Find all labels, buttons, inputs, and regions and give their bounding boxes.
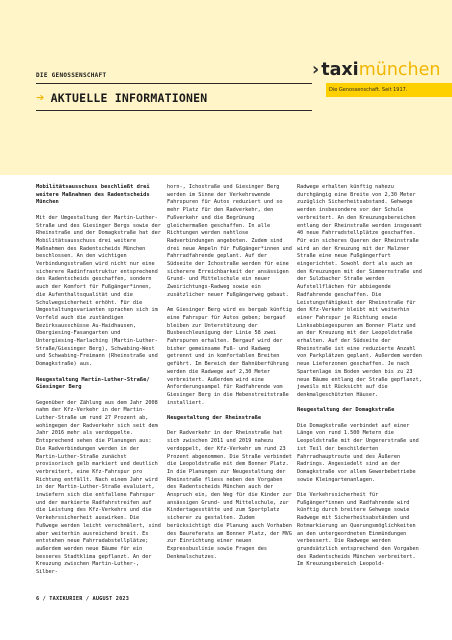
paragraph: Mit der Umgestaltung der Martin-Luther-Straße und des Giesinger Bergs sowie der Rheinstraße und der Domagkstraße hat der Mobilitätsausschuss drei weitere Maßnahmen des Radentscheids München beschlossen. An den wichtigen Verbindungsstraßen wird nicht nur eine sicherere Radinfrastruktur entsprechend des Radentscheids geschaffen, sondern auch der Komfort für Fußgänger*innen, die Aufenthaltsqualität und die Schulwegsicherheit erhöht. Für die Umgestaltungsvarianten sprachen sich im Vorfeld auch die zuständigen Bezirksausschüsse Au-Haidhausen, Obergiesing-Fasangarten und Untergiesing-Harlaching (Martin-Luther-Straße/Giesinger Berg), Schwabing-West und Schwabing-Freimann (Rheinstraße und Domagkstraße) aus. <box>36 214 161 368</box>
paragraph: Die Domagkstraße verbindet auf einer Länge von rund 1.500 Metern die Leopoldstraße mit der Ungererstraße und ist Teil der beschilderten Fahrradhauptroute und des Äußeren Radrings. Angesiedelt sind an der Domagkstraße vor allem Gewerbebetriebe sowie Kleingartenanlagen. <box>297 422 419 483</box>
subheading: Neugestaltung der Rheinstraße <box>167 415 262 422</box>
section-label: DIE GENOSSENSCHAFT <box>36 72 107 79</box>
arrow-right-icon: ➔ <box>36 90 45 106</box>
headline-text: AKTUELLE INFORMATIONEN <box>50 91 208 105</box>
subheading: Neugestaltung der Domagkstraße <box>297 407 395 414</box>
paragraph: Der Radverkehr in der Rheinstraße hat sich zwischen 2011 und 2019 nahezu verdoppelt, der Kfz-Verkehr um rund 23 Prozent abgenommen. Die Straße verbindet die Leopoldstraße mit dem Bonner Platz. In die Planungen zur Neugestaltung der Rheinstraße fliess neben den Vorgaben des Radentscheids München auch der Anspruch ein, den Weg für die Kinder zur ansässigen Grund- und Mittelschule, zur Kindertagesstätte und zum Sportplatz sicherer zu gestalten. Zudem berücksichtigt die Planung auch Vorhaben des Baureferats am Bonner Platz, der MVG zur Einrichtung einer neuen Expressbuslinie sowie Fragen des Denkmalschutzes. <box>167 430 292 560</box>
article-column-1 <box>36 184 163 585</box>
logo-tagline: Die Genossenschaft. Seit 1917. <box>329 86 408 93</box>
logo-muenchen: münchen <box>358 60 441 80</box>
rule-bottom <box>36 110 312 111</box>
article-heading: Mobilitätsausschuss beschließt drei weitere Maßnahmen des Radentscheids München <box>36 184 150 206</box>
paragraph: Gegenüber der Zählung aus dem Jahr 2008 nahm der Kfz-Verkehr in der Martin-Luther-Straße um rund 27 Prozent ab, wohingegen der Radverkehr sich seit dem Jahr 2016 mehr als verdoppelte. Entsprechend sehen die Planungen aus: Die Radverbindungen werden in der Martin-Luther-Straße zunächst provisorisch gelb markiert und deutlich verbreitert, eine Kfz-Fahrspur pro Richtung entfällt. Nach einem Jahr wird in der Martin-Luther-Straße evaluiert, inwiefern sich die entfallene Fahrspur und der markierte Radfahrstreifen auf die Leistung des Kfz-Verkehrs und die Verkehrssicherheit auswirken. Die Fußwege werden leicht verschmälert, sind aber weiterhin ausreichend breit. Es entstehen neue Fahrradabstellplätze; außerdem werden neue Bäume für ein besseres Stadtklima gepflanzt. An der Kreuzung zwischen Martin-Luther-, Silber- <box>36 399 161 576</box>
paragraph: horn-, Ichostraße und Giesinger Berg werden im Sinne der Verkehrswende Fahrspuren für Autos reduziert und so mehr Platz für den Radverkehr, den Fußverkehr und die Begrünung gleichermaßen geschaffen. In alle Richtungen werden nahtlose Radverbindungen angeboten. Zudem sind drei neue Ampeln für Fußgänger*innen und Fahrradfahrende geplant. Auf der Südseite der Ichostraße werden für eine sicherere Erreichbarkeit der ansässigen Grund- und Mittelschule ein neuer Zweirichtungs-Radweg sowie ein zusätzlicher neuer Fußgängerweg gebaut. <box>167 184 292 298</box>
taxi-muenchen-logo <box>312 62 452 122</box>
logo-chevron-icon: › <box>312 60 320 80</box>
paragraph: Radwege erhalten künftig nahezu durchgängig eine Breite von 2,30 Meter zuzüglich Sicherheitsabstand. Gehwege werden insbesondere vor der Schule verbreitert. An den Kreuzungsbereichen entlang der Rheinstraße werden insgesamt 40 neue Fahrradstellplätze geschaffen. Für ein sicheres Queren der Rheinstraße wird an der Kreuzung mit der Malzner Straße eine neue Fußgängerfurt eingerichtet. Sowohl dort als auch an den Kreuzungen mit der Simmernstraße und der Sulzbacher Straße werden Aufstellflächen für abbiegende Radfahrende geschaffen. Die Leistungsfähigkeit der Rheinstraße für den Kfz-Verkehr bleibt mit weiterhin einer Fahrspur je Richtung sowie Linksabbiegespuren am Bonner Platz und an der Kreuzung mit der Leopoldstraße erhalten. Auf der Südseite der Rheinstraße ist eine reduzierte Anzahl von Parkplätzen geplant. Außerdem werden neue Lieferzonen geschaffen. Je nach Spartenlage im Boden werden bis zu 23 neue Bäume entlang der Straße gepflanzt, jeweils mit Rücksicht auf die denkmalgeschützten Häuser. <box>297 184 422 398</box>
logo-tagline-bar <box>326 83 452 97</box>
page-headline <box>36 91 207 105</box>
paragraph: Die Verkehrssicherheit für Fußgänger*innen und Radfahrende wird künftig durch breitere Gehwege sowie Radwege mit Sicherheitsabständen und Rotmarkierung an Querungsmöglichkeiten an den untergeordneten Einmündungen verbessert. Die Radwege werden grundsätzlich entsprechend den Vorgaben des Radentscheids München verbreitert. Im Kreuzungsbereich Leopold- <box>297 492 419 568</box>
paragraph: Am Giesinger Berg wird es bergab künftig eine Fahrspur für Autos geben; bergauf bleiben zur Unterstützung der Busbeschleunigung der Linie 58 zwei Fahrspuren erhalten. Bergauf wird der bisher gemeinsame Fuß- und Radweg getrennt und in komfortablen Breiten geführt. Im Bereich der Bahnüberführung werden die Radwege auf 2,30 Meter verbreitert. Außerdem wird eine Anforderungsampel für Radfahrende vom Giesinger Berg in die Hebenstreitstraße installiert. <box>167 307 292 406</box>
article-column-2 <box>167 184 294 569</box>
page-footer: 6 / TAXIKURIER / AUGUST 2023 <box>36 596 130 602</box>
rule-top <box>36 83 312 84</box>
article-column-3 <box>297 184 424 577</box>
subheading: Neugestaltung Martin-Luther-Straße/ Giesinger Berg <box>36 376 150 391</box>
logo-taxi: taxi <box>321 60 359 80</box>
